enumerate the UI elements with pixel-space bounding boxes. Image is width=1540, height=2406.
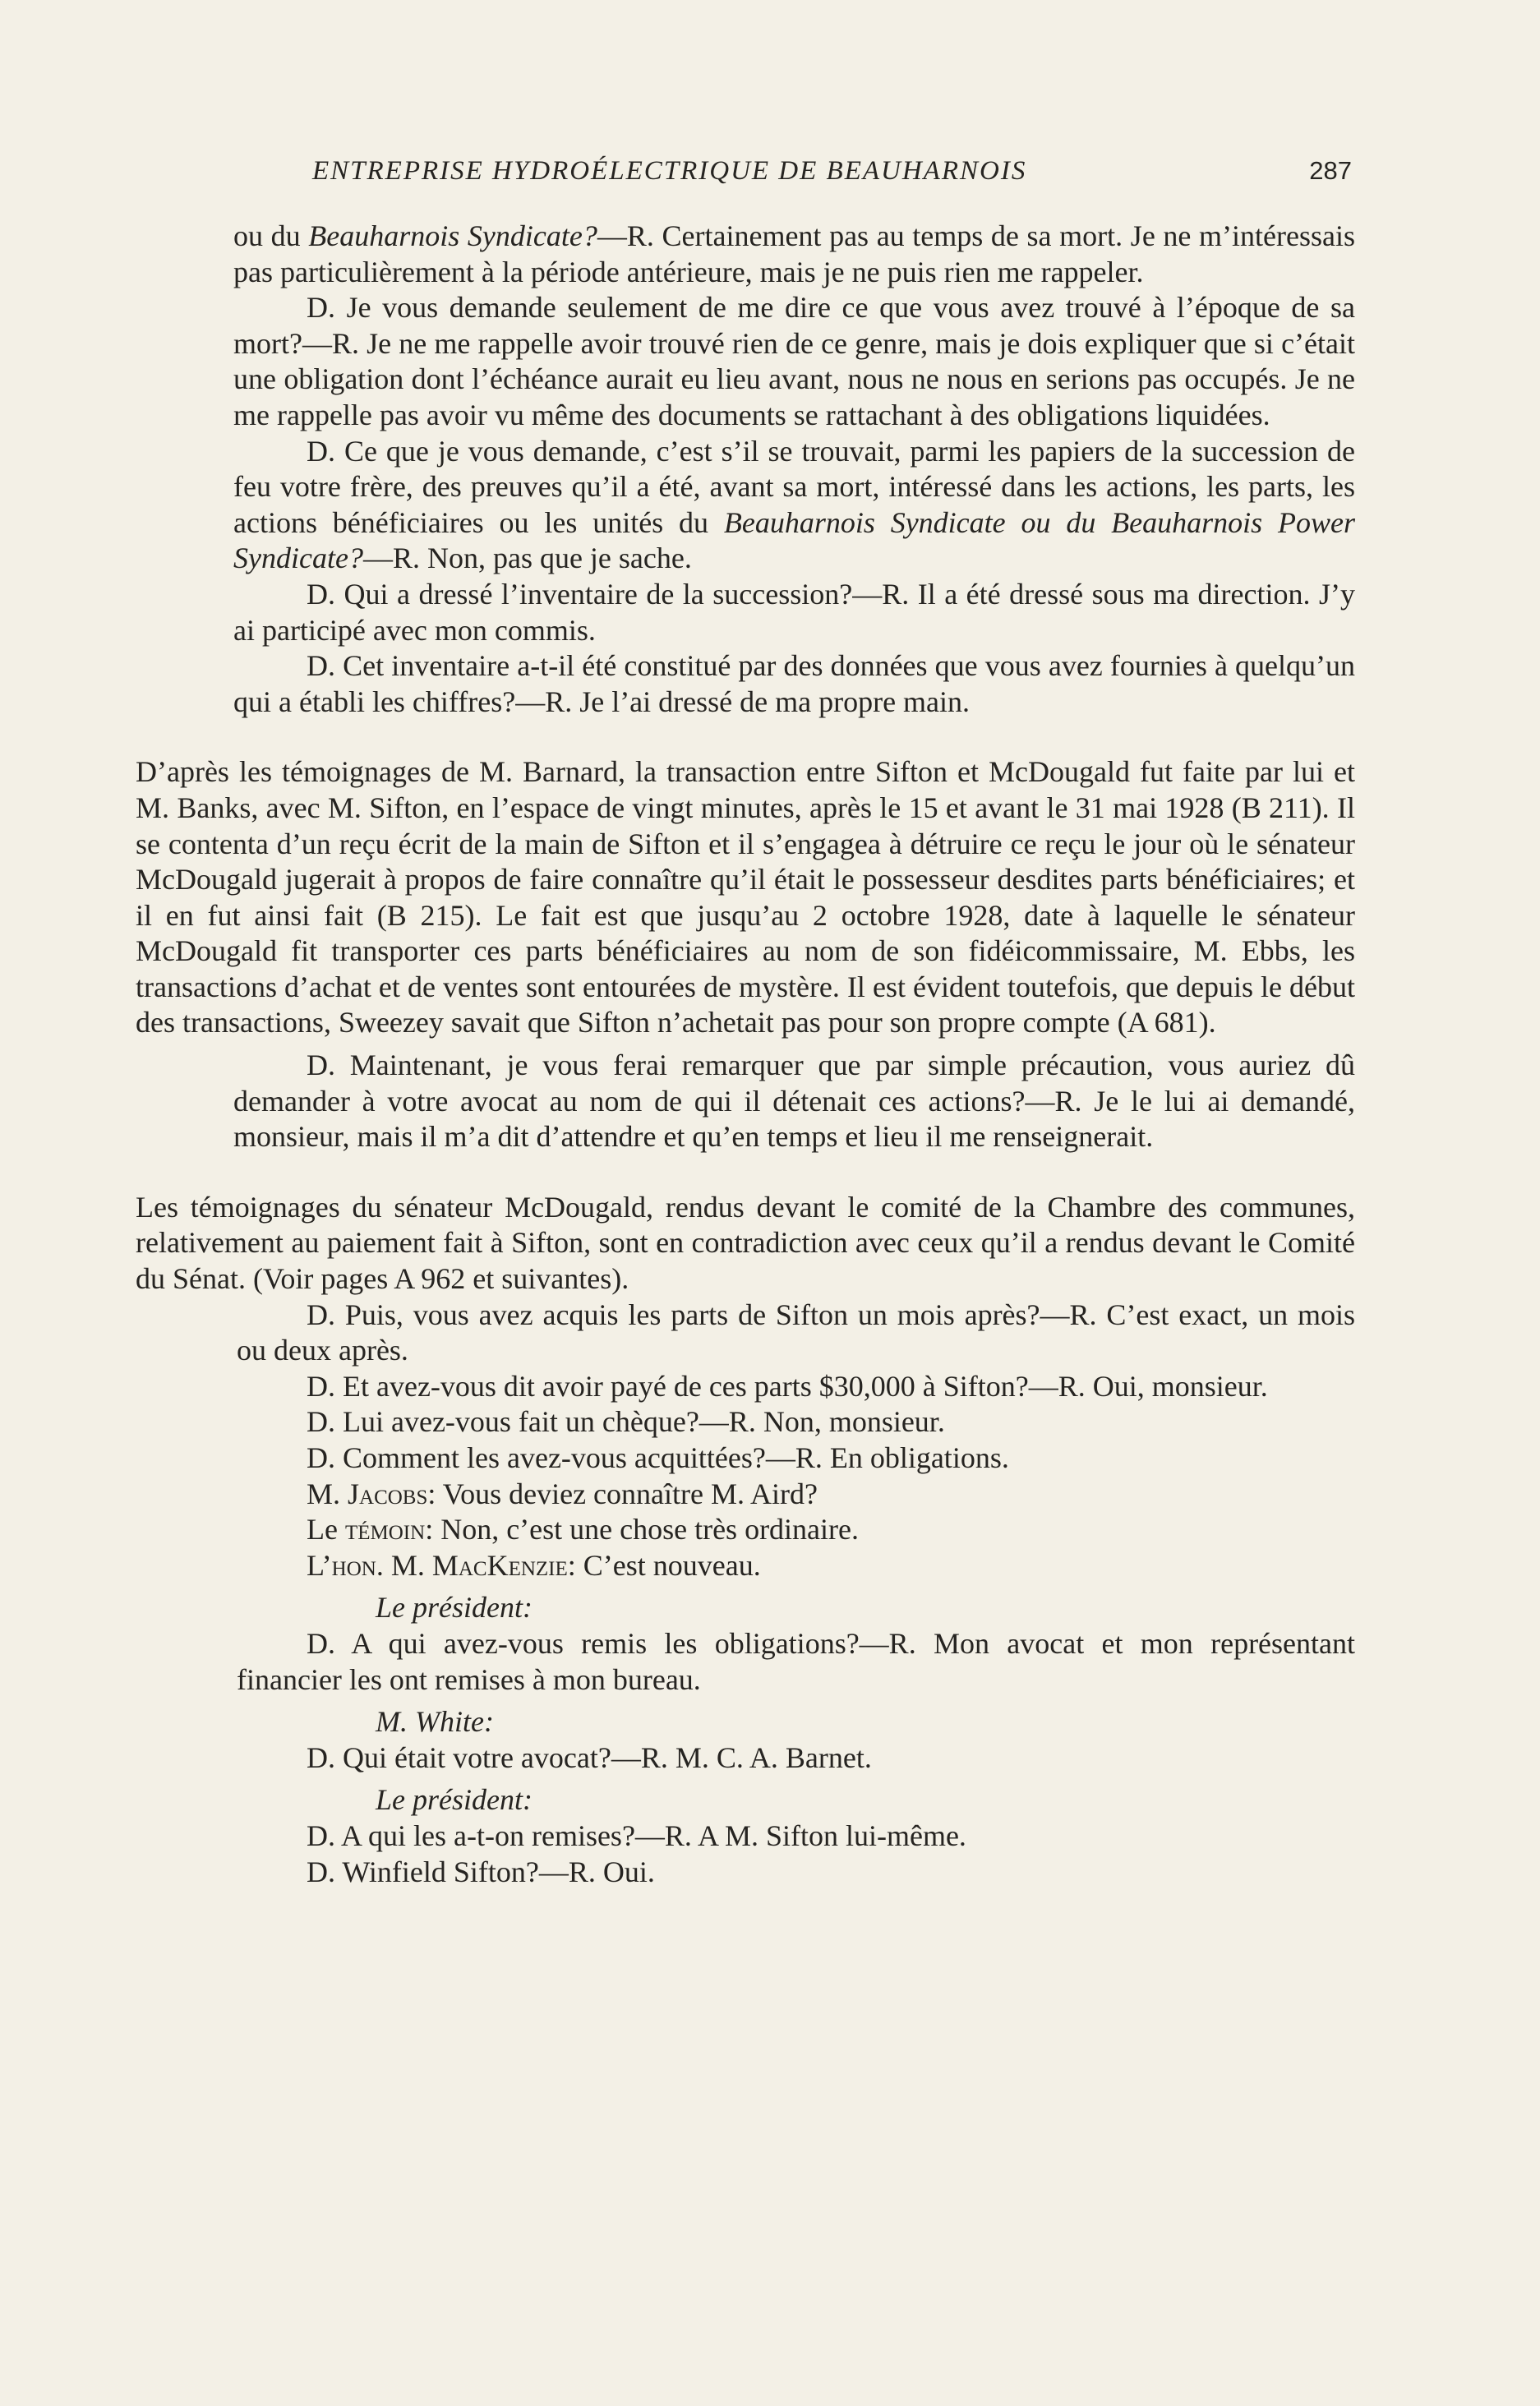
- text-run: : Non, c’est une chose très ordinaire.: [425, 1513, 860, 1546]
- narrative-paragraph: Les témoignages du sénateur McDougald, rendus devant le comité de la Chambre des communes, relativement au paiement fait à Sifton, sont en contradiction avec ceux qu’il a rendus devant le Comité du Sénat. (Voir pages A 962 et suivantes).: [136, 1190, 1355, 1296]
- testimony-quote-1: [233, 219, 1355, 720]
- text-run: : C’est nouveau.: [567, 1548, 761, 1582]
- quote-paragraph: [233, 219, 1355, 290]
- text-run: —R. Certainement pas au temps de sa mort. Je ne m’intéressais pas particulièrement à la période antérieure, mais je ne puis rien me rappeler.: [233, 219, 1355, 288]
- italic-text: Beauharnois Syndicate?: [308, 219, 597, 252]
- dialog-line: D. Qui était votre avocat?—R. M. C. A. Barnet.: [307, 1740, 872, 1774]
- dialog-line: D. Puis, vous avez acquis les parts de Sifton un mois après?—R. C’est exact, un mois ou deux après.: [237, 1297, 1355, 1367]
- dialog-line: [237, 1512, 1355, 1548]
- text-run: Le: [307, 1513, 345, 1546]
- dialog-line: D. Et avez-vous dit avoir payé de ces parts $30,000 à Sifton?—R. Oui, monsieur.: [307, 1369, 1268, 1403]
- dialog-line: D. Lui avez-vous fait un chèque?—R. Non, monsieur.: [307, 1405, 945, 1439]
- quote-paragraph: [233, 434, 1355, 577]
- speaker-name: M. Jacobs: [307, 1477, 428, 1510]
- text-run: ou du: [233, 219, 309, 252]
- dialog-line: [237, 1477, 1355, 1513]
- dialog-line: [237, 1548, 1355, 1584]
- page-number: 287: [1309, 156, 1352, 185]
- dialog-line: D. Winfield Sifton?—R. Oui.: [307, 1855, 655, 1888]
- quote-paragraph: D. Je vous demande seulement de me dire ce que vous avez trouvé à l’époque de sa mort?—R. Je ne me rappelle avoir trouvé rien de ce genre, mais je dois expliquer que si c’était une obligation dont l’échéance aurait eu lieu avant, nous ne nous en serions pas occupés. Je ne me rappelle pas avoir vu même des documents se rattachant à des obligations liquidées.: [233, 291, 1355, 431]
- testimony-quote-2: [233, 1048, 1355, 1155]
- speaker-heading: Le président:: [376, 1783, 533, 1817]
- quote-paragraph: D. Maintenant, je vous ferai remarquer que par simple précaution, vous auriez dû demander à votre avocat au nom de qui il détenait ces actions?—R. Je le lui ai demandé, monsieur, mais il m’a dit d’attendre et qu’en temps et lieu il me renseignerait.: [233, 1049, 1355, 1154]
- page-header: [136, 156, 1352, 197]
- speaker-heading: Le président:: [376, 1591, 533, 1625]
- speaker-name: L’hon. M. MacKenzie: [307, 1548, 568, 1582]
- text-run: : Vous deviez connaître M. Aird?: [427, 1477, 818, 1510]
- running-title: ENTREPRISE HYDROÉLECTRIQUE DE BEAUHARNOIS: [312, 156, 1027, 186]
- speaker-heading: M. White:: [376, 1705, 494, 1739]
- text-run: —R. Non, pas que je sache.: [362, 542, 692, 575]
- narrative-paragraph: D’après les témoignages de M. Barnard, la transaction entre Sifton et McDougald fut faite par lui et M. Banks, avec M. Sifton, en l’espace de vingt minutes, après le 15 et avant le 31 mai 1928 (B 211). Il se contenta d’un reçu écrit de la main de Sifton et il s’engagea à détruire ce reçu le jour où le sénateur McDougald jugerait à propos de faire connaître qu’il était le possesseur desdites parts bénéficiaires; et il en fut ainsi fait (B 215). Le fait est que jusqu’au 2 octobre 1928, date à laquelle le sénateur McDougald fit transporter ces parts bénéficiaires au nom de son fidéicommissaire, M. Ebbs, les transactions d’achat et de ventes sont entourées de mystère. Il est évident toutefois, que depuis le début des transactions, Sweezey savait que Sifton n’achetait pas pour son propre compte (A 681).: [136, 755, 1355, 1039]
- quote-paragraph: D. Qui a dressé l’inventaire de la succession?—R. Il a été dressé sous ma direction. J’y ai participé avec mon commis.: [233, 577, 1355, 647]
- page-content: [136, 219, 1355, 1890]
- testimony-dialog: [237, 1297, 1355, 1891]
- italic-text: Beauharnois Syndicate ou du Beauharnois Power Syndicate?: [233, 505, 1355, 575]
- dialog-line: D. A qui les a-t-on remises?—R. A M. Sifton lui-même.: [307, 1818, 966, 1852]
- dialog-line: D. A qui avez-vous remis les obligations?—R. Mon avocat et mon représentant financier les ont remises à mon bureau.: [237, 1626, 1355, 1696]
- text-run: D. Ce que je vous demande, c’est s’il se trouvait, parmi les papiers de la succession de feu votre frère, des preuves qu’il a été, avant sa mort, intéressé dans les actions, les parts, les actions bénéficiaires ou les unités du: [233, 434, 1355, 539]
- quote-paragraph: D. Cet inventaire a-t-il été constitué par des données que vous avez fournies à quelqu’un qui a établi les chiffres?—R. Je l’ai dressé de ma propre main.: [233, 649, 1355, 718]
- dialog-line: D. Comment les avez-vous acquittées?—R. En obligations.: [307, 1441, 1009, 1474]
- speaker-name: témoin: [344, 1513, 426, 1546]
